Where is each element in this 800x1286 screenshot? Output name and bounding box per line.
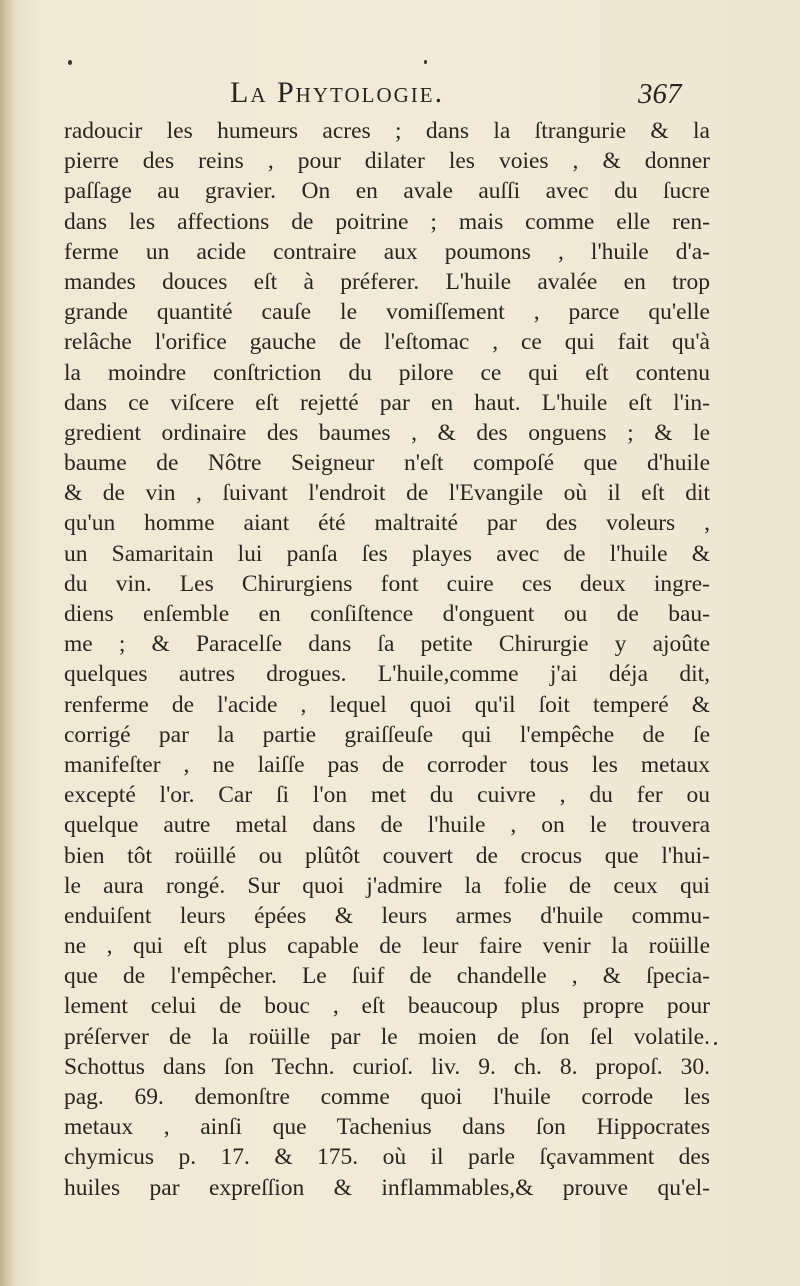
text-line: huiles par expreſſion & inflammables,& prouve qu'el- — [64, 1174, 710, 1201]
text-line: lement celui de bouc , eſt beaucoup plus propre pour — [64, 993, 710, 1020]
ink-speck — [68, 60, 72, 65]
text-line: excepté l'or. Car ſi l'on met du cuivre , du fer ou — [64, 782, 710, 809]
body-text — [64, 116, 710, 1203]
text-line: enduiſent leurs épées & leurs armes d'huile commu- — [64, 902, 710, 929]
text-line: le aura rongé. Sur quoi j'admire la folie de ceux qui — [64, 872, 710, 899]
text-line: gredient ordinaire des baumes , & des onguens ; & le — [64, 419, 710, 446]
text-line: la moindre conſtriction du pilore ce qui eſt contenu — [64, 359, 710, 386]
text-line: diens enſemble en conſiſtence d'onguent ou de bau- — [64, 601, 710, 627]
text-line: quelque autre metal dans de l'huile , on le trouvera — [64, 812, 710, 839]
text-line: metaux , ainſi que Tachenius dans ſon Hippocrates — [64, 1114, 710, 1141]
page-header — [0, 76, 800, 116]
text-line: quelques autres drogues. L'huile,comme j'ai déja dit, — [64, 661, 710, 688]
text-line: mandes douces eſt à préferer. L'huile avalée en trop — [64, 268, 710, 295]
text-line: Schottus dans ſon Techn. curioſ. liv. 9. ch. 8. propoſ. 30. — [64, 1053, 710, 1080]
text-line: du vin. Les Chirurgiens font cuire ces deux ingre- — [64, 570, 710, 597]
text-line: qu'un homme aiant été maltraité par des voleurs , — [64, 510, 710, 537]
text-line: & de vin , ſuivant l'endroit de l'Evangile où il eſt dit — [64, 480, 710, 507]
running-title: La Phytologie. — [230, 76, 445, 109]
text-line: pag. 69. demonſtre comme quoi l'huile corrode les — [64, 1084, 710, 1110]
text-line: que de l'empêcher. Le ſuif de chandelle , & ſpecia- — [64, 963, 710, 990]
text-line: pierre des reins , pour dilater les voies , & donner — [64, 148, 710, 175]
page-number: 367 — [638, 78, 682, 110]
ink-speck — [424, 60, 427, 64]
text-line: chymicus p. 17. & 175. où il parle ſçavamment des — [64, 1144, 710, 1171]
text-line: ne , qui eſt plus capable de leur faire venir la roüille — [64, 933, 710, 960]
text-line: dans les affections de poitrine ; mais comme elle ren- — [64, 208, 710, 235]
text-line: me ; & Paracelſe dans ſa petite Chirurgie y ajoûte — [64, 631, 710, 658]
text-line: baume de Nôtre Seigneur n'eſt compoſé que d'huile — [64, 450, 710, 477]
text-line: relâche l'orifice gauche de l'eſtomac , ce qui fait qu'à — [64, 329, 710, 356]
text-line: grande quantité cauſe le vomiſſement , parce qu'elle — [64, 299, 710, 326]
text-line: ferme un acide contraire aux poumons , l'huile d'a- — [64, 238, 710, 265]
text-line: renferme de l'acide , lequel quoi qu'il ſoit temperé & — [64, 691, 710, 718]
text-line: bien tôt roüillé ou plûtôt couvert de crocus que l'hui- — [64, 842, 710, 869]
text-line: corrigé par la partie graiſſeuſe qui l'empêche de ſe — [64, 721, 710, 748]
page-gutter-shadow — [0, 0, 16, 1286]
ink-speck — [714, 1042, 717, 1045]
text-line: radoucir les humeurs acres ; dans la ſtrangurie & la — [64, 118, 710, 144]
text-line: manifeſter , ne laiſſe pas de corroder tous les metaux — [64, 751, 710, 778]
text-line: dans ce viſcere eſt rejetté par en haut. L'huile eſt l'in- — [64, 389, 710, 416]
text-line: un Samaritain lui panſa ſes playes avec de l'huile & — [64, 540, 710, 567]
text-line: préſerver de la roüille par le moien de ſon ſel volatile. — [64, 1023, 710, 1050]
text-line: paſſage au gravier. On en avale auſſi avec du ſucre — [64, 178, 710, 205]
